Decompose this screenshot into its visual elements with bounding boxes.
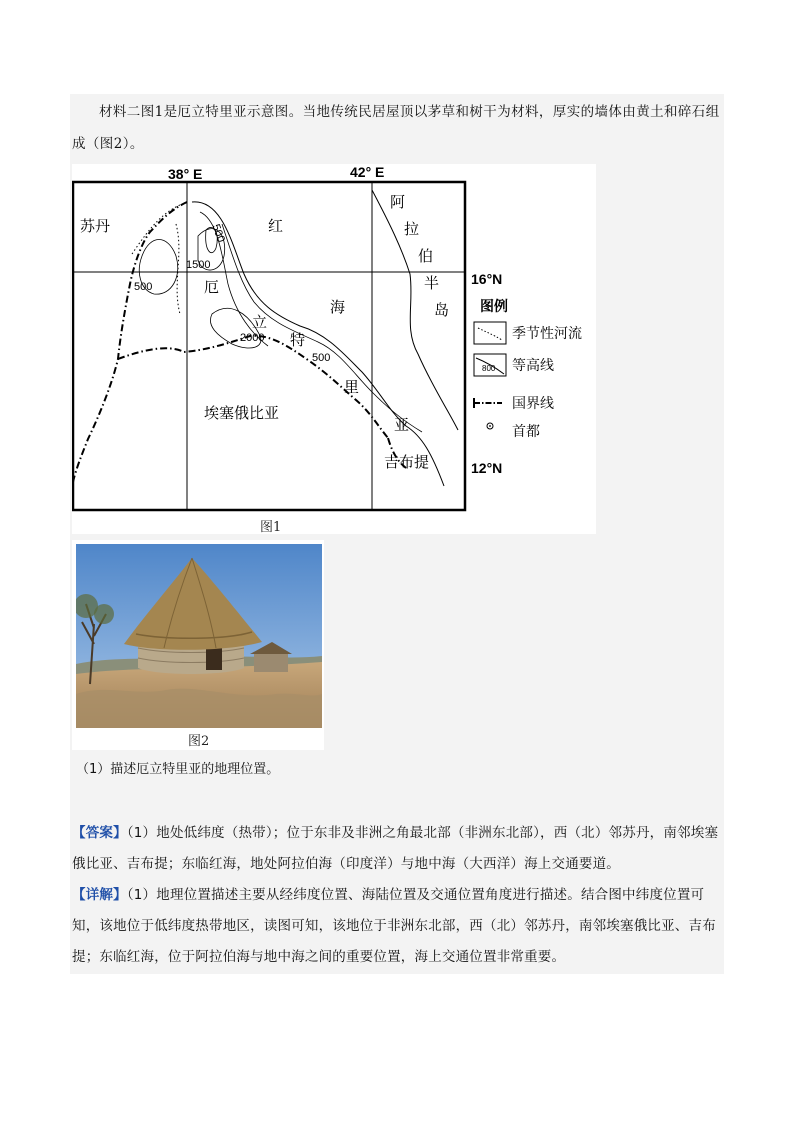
legend-label-contour: 等高线: [512, 358, 554, 374]
detail-paragraph: [72, 880, 724, 973]
contour-label-500-north: 500: [209, 222, 227, 245]
arabia-char-5: 岛: [434, 301, 450, 319]
detail-tag: 【详解】: [72, 887, 127, 903]
arabia-char-4: 半: [424, 274, 440, 292]
eritrea-map: [72, 164, 596, 534]
red-sea-char-1: 红: [268, 217, 284, 235]
lon-38-label: 38° E: [168, 166, 203, 182]
legend-border: [474, 395, 554, 412]
eritrea-char-4: 里: [344, 378, 360, 396]
arabia-char-3: 伯: [418, 247, 434, 265]
detail-text: （1）地理位置描述主要从经纬度位置、海陆位置及交通位置角度进行描述。结合图中纬度位置可知，该地位于低纬度热带地区，读图可知，该地位于非洲东北部，西（北）邻苏丹，南邻埃塞俄比亚、吉布提；东临红海，位于阿拉伯海与地中海之间的重要位置，海上交通位置非常重要。: [72, 887, 716, 965]
african-coastline: [192, 202, 444, 486]
answer-tag: 【答案】: [72, 825, 127, 841]
question-1: （1）描述厄立特里亚的地理位置。: [76, 762, 280, 777]
contour-label-500-west: 500: [134, 281, 153, 293]
seasonal-river-1: [132, 204, 182, 254]
legend-contour: [474, 354, 554, 376]
contour-label-2000: 2000: [240, 332, 265, 344]
house-photo-figure: [72, 540, 324, 750]
legend-title: 图例: [480, 299, 508, 315]
legend-contour-sample: 800: [482, 364, 496, 373]
answer-paragraph: [72, 818, 724, 880]
lat-16-label: 16°N: [471, 271, 503, 287]
figure-1-caption: 图1: [260, 520, 282, 535]
legend-label-capital: 首都: [512, 424, 540, 440]
traditional-house-photo: [76, 544, 322, 728]
lat-12-label: 12°N: [471, 460, 503, 476]
eritrea-char-5: 亚: [394, 416, 410, 434]
legend-seasonal-river: [474, 322, 582, 344]
eritrea-char-2: 立: [252, 313, 268, 331]
ethiopia-label: 埃塞俄比亚: [204, 404, 280, 422]
legend-label-seasonal-river: 季节性河流: [512, 326, 582, 342]
djibouti-label: 吉布提: [384, 453, 430, 471]
figure-2-caption: 图2: [188, 734, 210, 749]
answer-text: （1）地处低纬度（热带）；位于东非及非洲之角最北部（非洲东北部），西（北）邻苏丹，南邻埃塞俄比亚、吉布提；东临红海，地处阿拉伯海（印度洋）与地中海（大西洋）海上交通要道。: [72, 825, 719, 872]
eritrea-char-1: 厄: [204, 278, 220, 296]
answer-section: [72, 818, 724, 973]
arabia-char-2: 拉: [404, 220, 420, 238]
border-sudan: [73, 202, 187, 482]
contour-label-1500: 1500: [186, 259, 211, 271]
sudan-label: 苏丹: [80, 217, 111, 235]
contour-label-500-south: 500: [312, 352, 331, 364]
legend-capital: [487, 423, 540, 440]
eritrea-map-figure: [72, 164, 596, 534]
legend-label-border: 国界线: [512, 396, 554, 412]
seasonal-river-2: [176, 224, 180, 314]
eritrea-char-3: 特: [290, 331, 306, 349]
material-paragraph: 材料二图1是厄立特里亚示意图。当地传统民居屋顶以茅草和树干为材料，厚实的墙体由黄土和碎石组成（图2）。: [72, 104, 720, 152]
seasonal-river-icon: [474, 322, 506, 344]
arabia-char-1: 阿: [390, 193, 406, 211]
lon-42-label: 42° E: [350, 164, 385, 180]
red-sea-char-2: 海: [330, 298, 346, 316]
